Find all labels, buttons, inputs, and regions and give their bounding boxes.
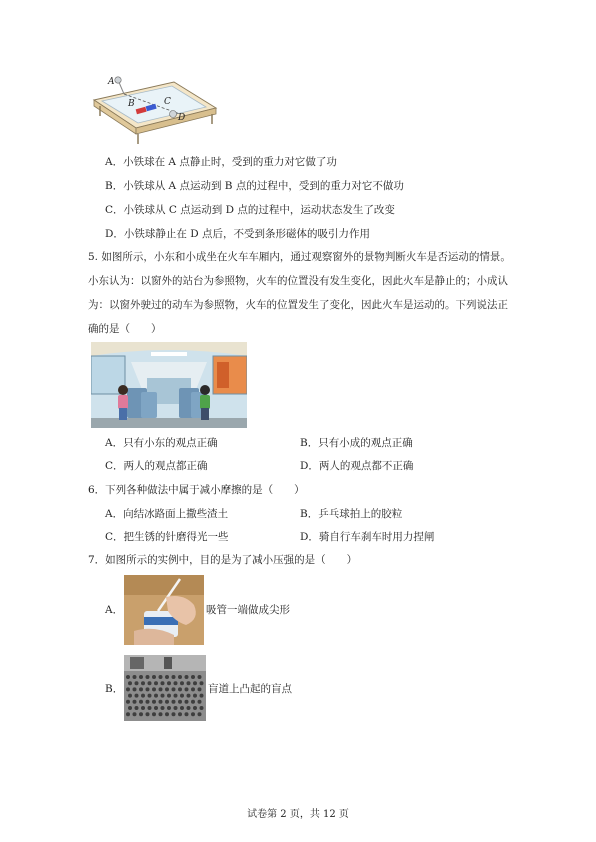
q5-figure-train-carriage xyxy=(91,342,247,428)
q5-stem-line-2: 小东认为：以窗外的站台为参照物，火车的位置没有发生变化，因此火车是静止的；小成认 xyxy=(88,275,508,287)
q5-stem-line-3: 为：以窗外驶过的动车为参照物，火车的位置发生了变化，因此火车是运动的。下列说法正 xyxy=(88,299,508,311)
q7-figure-straw-photo xyxy=(124,575,204,645)
q5-stem-line-4: 确的是（ ） xyxy=(88,323,162,335)
page-footer: 试卷第 2 页，共 12 页 xyxy=(247,809,349,820)
q5-option-c: C．两人的观点都正确 xyxy=(105,460,208,472)
q5-stem-line-1: 5. 如图所示，小东和小成坐在火车车厢内，通过观察窗外的景物判断火车是否运动的情景。 xyxy=(88,251,511,263)
q7-option-a-caption: 吸管一端做成尖形 xyxy=(206,604,290,616)
q4-option-a: A．小铁球在 A 点静止时，受到的重力对它做了功 xyxy=(105,156,337,168)
q6-option-d: D．骑自行车刹车时用力捏闸 xyxy=(300,531,435,543)
q4-label-c: C xyxy=(164,97,171,107)
q6-option-c: C．把生锈的针磨得光一些 xyxy=(105,531,229,543)
q7-option-b-letter: B． xyxy=(105,683,124,695)
q4-figure-ramp-magnet xyxy=(88,72,220,148)
q5-option-a: A．只有小东的观点正确 xyxy=(105,437,218,449)
q7-option-b-caption: 盲道上凸起的盲点 xyxy=(208,683,292,695)
q7-stem: 7．如图所示的实例中，目的是为了减小压强的是（ ） xyxy=(88,554,358,566)
q6-stem: 6．下列各种做法中属于减小摩擦的是（ ） xyxy=(88,484,305,496)
q6-option-a: A．向结冰路面上撒些渣土 xyxy=(105,508,229,520)
q5-option-b: B．只有小成的观点正确 xyxy=(300,437,413,449)
q4-label-a: A xyxy=(108,77,115,87)
q5-option-d: D．两人的观点都不正确 xyxy=(300,460,414,472)
q7-figure-tactile-paving-photo xyxy=(124,655,206,721)
q4-option-b: B．小铁球从 A 点运动到 B 点的过程中，受到的重力对它不做功 xyxy=(105,180,404,192)
q4-option-d: D．小铁球静止在 D 点后，不受到条形磁体的吸引力作用 xyxy=(105,228,371,240)
q4-label-b: B xyxy=(128,99,135,109)
q4-label-d: D xyxy=(178,113,186,123)
q4-option-c: C．小铁球从 C 点运动到 D 点的过程中，运动状态发生了改变 xyxy=(105,204,395,216)
q7-option-a-letter: A． xyxy=(105,604,124,616)
q6-option-b: B．乒乓球拍上的胶粒 xyxy=(300,508,403,520)
